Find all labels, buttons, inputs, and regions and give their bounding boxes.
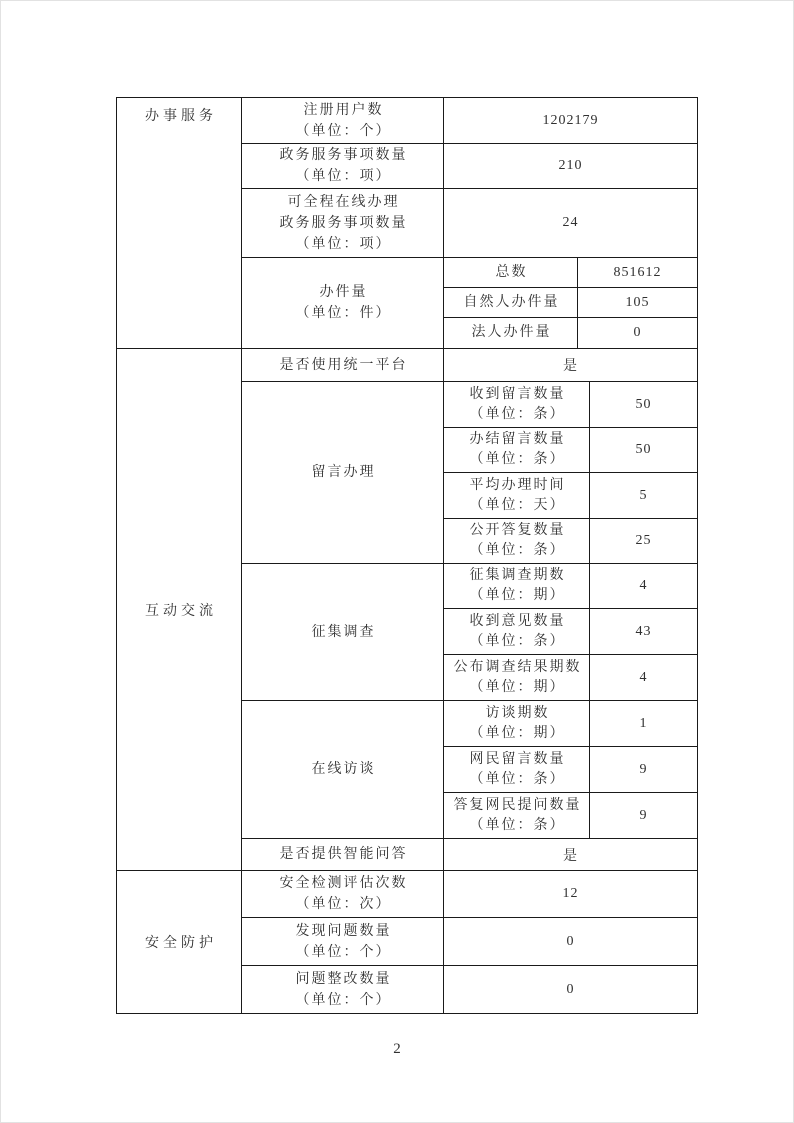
table-subrow [444,701,698,747]
subrow-label-line: （单位：条） [469,633,566,649]
row-label-line: 办件量 [319,285,368,300]
row-label-cell [242,871,444,918]
table-subrow [444,564,698,609]
subrow-group [444,258,698,349]
table-section [117,871,698,1014]
subrow-value-cell: 50 [590,428,698,473]
row-value-cell: 12 [444,871,698,918]
subrow-label-line: （单位：条） [469,543,566,558]
subrow-label-line: 公开答复数量 [469,523,566,538]
table-row [242,189,698,258]
row-label-line: 是否提供智能问答 [279,847,408,862]
subrow-label-line: 网民留言数量 [469,751,566,767]
category-label: 安全防护 [145,936,217,951]
row-label-line: 注册用户数 [303,102,384,118]
row-value-cell: 24 [444,189,698,258]
row-label-line: （单位：项） [295,236,392,252]
table-row [242,918,698,966]
subrow-label-cell [444,258,578,288]
row-value-cell: 是 [444,839,698,871]
subrow-label-cell [444,519,590,564]
subrow-value-cell: 1 [590,701,698,747]
row-label-line: 发现问题数量 [295,923,392,939]
row-label-line: 可全程在线办理 [287,194,400,210]
table-row [242,966,698,1014]
table-subrow [444,793,698,839]
subrow-value-cell: 9 [590,793,698,839]
subrow-value-cell: 50 [590,382,698,428]
page-number: 2 [393,1041,401,1057]
category-cell [117,349,242,871]
subrow-label-cell [444,609,590,655]
table-row [242,258,698,349]
row-label-line: 在线访谈 [311,762,376,777]
table-row [242,701,698,839]
subrow-value-cell: 0 [578,318,698,349]
table-section [117,98,698,349]
subrow-value-cell: 105 [578,288,698,318]
subrow-value-cell: 4 [590,564,698,609]
subrow-label-cell [444,655,590,701]
row-label-cell [242,966,444,1014]
table-subrow [444,288,698,318]
row-label-cell [242,564,444,701]
section-body [242,349,698,871]
row-label-line: （单位：个） [295,992,392,1008]
row-value-cell: 0 [444,918,698,966]
subrow-label-cell [444,288,578,318]
category-cell [117,98,242,349]
category-label: 办事服务 [145,109,217,124]
row-label-cell [242,189,444,258]
row-label-line: 是否使用统一平台 [279,357,408,373]
table-row [242,839,698,871]
subrow-label-line: 自然人办件量 [463,294,560,310]
row-label-line: 征集调查 [311,624,376,640]
subrow-value-cell: 851612 [578,258,698,288]
table-subrow [444,747,698,793]
row-label-cell [242,144,444,189]
category-label: 互动交流 [145,603,217,619]
subrow-label-line: 法人办件量 [471,325,552,340]
subrow-label-cell [444,473,590,519]
category-cell [117,871,242,1014]
table-subrow [444,382,698,428]
row-label-cell [242,839,444,871]
subrow-label-cell [444,564,590,609]
row-value-cell: 1202179 [444,98,698,144]
subrow-group [444,382,698,564]
table-row [242,564,698,701]
subrow-value-cell: 25 [590,519,698,564]
row-label-line: 政务服务事项数量 [279,215,408,231]
section-body [242,871,698,1014]
subrow-label-line: 平均办理时间 [469,477,566,493]
subrow-value-cell: 4 [590,655,698,701]
row-label-line: 政务服务事项数量 [279,148,408,163]
subrow-label-line: （单位：期） [469,588,566,603]
report-table [116,97,698,1014]
row-label-cell [242,349,444,382]
row-label-line: 留言办理 [311,465,376,480]
table-subrow [444,318,698,349]
subrow-value-cell: 5 [590,473,698,519]
row-label-cell [242,258,444,349]
row-value-cell: 0 [444,966,698,1014]
row-label-line: （单位：项） [295,169,392,184]
subrow-label-line: 公布调查结果期数 [453,659,582,675]
subrow-label-line: 访谈期数 [485,705,550,721]
subrow-label-line: 答复网民提问数量 [453,797,582,813]
subrow-label-line: （单位：条） [469,406,566,422]
table-subrow [444,258,698,288]
subrow-label-cell [444,382,590,428]
subrow-label-cell [444,793,590,839]
row-label-cell [242,382,444,564]
table-row [242,349,698,382]
table-row [242,144,698,189]
row-label-line: （单位：件） [295,306,392,321]
subrow-label-line: 收到意见数量 [469,613,566,629]
row-value-cell: 210 [444,144,698,189]
table-subrow [444,473,698,519]
row-label-line: 问题整改数量 [295,971,392,987]
subrow-label-cell [444,428,590,473]
subrow-label-line: 办结留言数量 [469,432,566,447]
subrow-label-line: （单位：期） [469,725,566,741]
row-label-line: （单位：个） [295,944,392,960]
table-subrow [444,655,698,701]
subrow-label-line: （单位：期） [469,679,566,695]
row-label-cell [242,918,444,966]
subrow-label-line: 征集调查期数 [469,568,566,583]
subrow-label-cell [444,701,590,747]
row-label-line: （单位：次） [295,897,392,912]
row-label-cell [242,701,444,839]
row-label-line: 安全检测评估次数 [279,876,408,891]
subrow-label-line: （单位：条） [469,771,566,787]
subrow-value-cell: 9 [590,747,698,793]
subrow-label-line: 收到留言数量 [469,386,566,402]
row-label-line: （单位：个） [295,123,392,139]
subrow-label-line: 总数 [495,264,528,280]
table-subrow [444,609,698,655]
subrow-label-line: （单位：条） [469,452,566,467]
row-label-cell [242,98,444,144]
table-subrow [444,428,698,473]
subrow-group [444,564,698,701]
table-row [242,98,698,144]
table-subrow [444,519,698,564]
section-body [242,98,698,349]
subrow-label-cell [444,318,578,349]
subrow-value-cell: 43 [590,609,698,655]
subrow-label-cell [444,747,590,793]
table-row [242,871,698,918]
table-row [242,382,698,564]
row-value-cell: 是 [444,349,698,382]
table-section [117,349,698,871]
subrow-label-line: （单位：条） [469,817,566,833]
subrow-label-line: （单位：天） [469,497,566,513]
subrow-group [444,701,698,839]
